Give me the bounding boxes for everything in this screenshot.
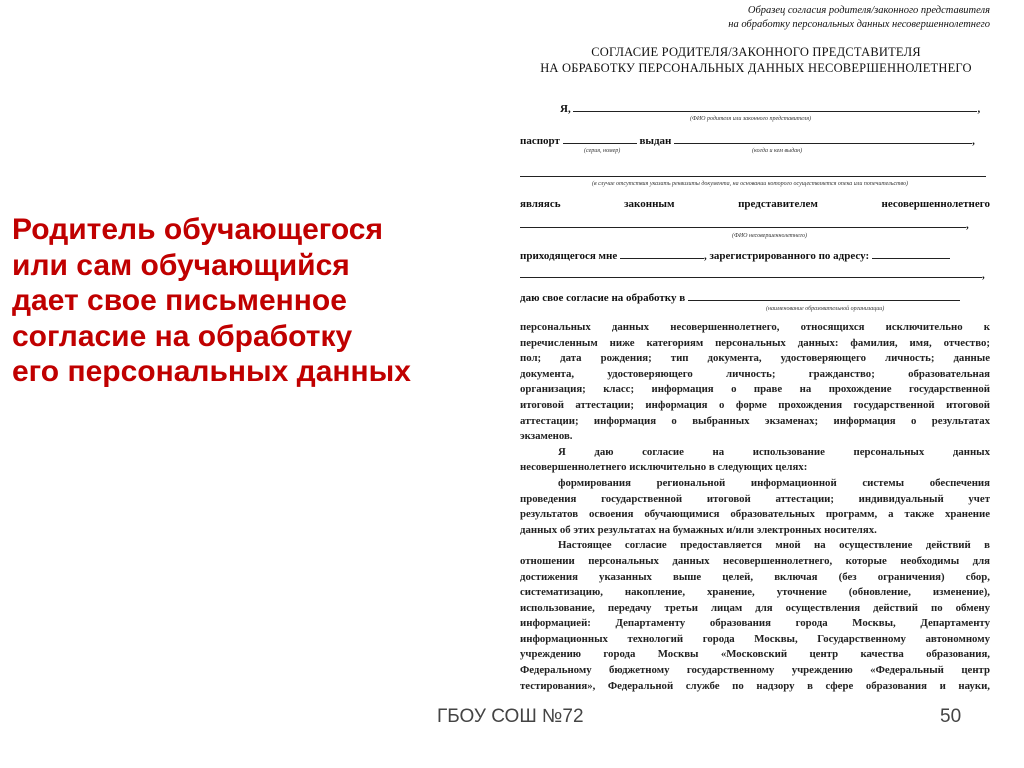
series-hint: (серия, номер) <box>584 148 621 154</box>
consent-form-document <box>520 0 992 768</box>
lead-line: дает свое письменное <box>12 284 347 317</box>
issued-hint: (когда и кем выдан) <box>752 148 803 154</box>
guardianship-doc-field <box>520 176 986 177</box>
parent-name-hint: (ФИО родителя или законного представителя) <box>690 116 811 122</box>
paragraph-purposes: формирования региональной информационной системы обеспечения проведения государственной итоговой аттестации; индивидуальный учет результатов освоения обучающимися образовательных программ, а также хранение данных об этих результатах на бумажных и/или электронных носителях. <box>520 476 990 536</box>
issued-label: выдан <box>639 135 672 147</box>
passport-number-field <box>563 132 637 144</box>
minor-name-field <box>520 216 966 228</box>
address-field-1 <box>872 247 950 259</box>
paragraph-categories: персональных данных несовершеннолетнего, относящихся исключительно к перечисленным ниже категориям персональных данных: фамилия, имя, отчество; пол; дата рождения; тип документа, удостоверяющего личность; данные документа, удостоверяющего личность; гражданство; образовательная организация; класс; информация о праве на прохождение государственной итоговой аттестации; информация о форме прохождения государственной итоговой аттестации; информация о выбранных экзаменах; информация о результатах экзаменов. <box>520 321 990 443</box>
minor-name-hint: (ФИО несовершеннолетнего) <box>732 233 807 239</box>
consent-label: даю свое согласие на обработку в <box>520 292 686 304</box>
registered-label: , зарегистрированного по адресу: <box>704 250 870 262</box>
being-representative-row: являясь законным представителем несовершеннолетнего <box>520 198 990 210</box>
lead-line: или сам обучающийся <box>12 248 350 282</box>
relation-label: приходящегося мне <box>520 250 618 262</box>
passport-row: паспорт выдан , <box>520 132 992 148</box>
sample-note: Образец согласия родителя/законного представителя на обработку персональных данных несовершеннолетнего <box>728 5 990 30</box>
lead-line: согласие на обработку <box>12 319 353 353</box>
address-row-2: , <box>520 266 992 282</box>
address-field-2 <box>520 266 982 278</box>
lead-line: Родитель обучающегося <box>12 213 383 246</box>
relation-field <box>620 247 704 259</box>
i-label: Я, <box>560 103 571 115</box>
passport-label: паспорт <box>520 135 560 147</box>
consent-org-row <box>520 289 992 305</box>
paragraph-purpose-intro: Я даю согласие на использование персональных данных несовершеннолетнего исключительно в следующих целях: <box>520 445 990 474</box>
guardianship-doc-hint: (в случае отсутствия указать реквизиты документа, на основании которого осуществляется опека или попечительство) <box>592 181 909 187</box>
organization-hint: (наименование образовательной организации) <box>766 306 885 312</box>
organization-field <box>688 289 960 301</box>
lead-statement <box>12 212 468 390</box>
paragraph-actions: Настоящее согласие предоставляется мной на осуществление действий в отношении персональных данных несовершеннолетнего, которые необходимы для достижения указанных выше целей, включая (без ограничения) сбор, систематизацию, накопление, хранение, уточнение (обновление, изменение), использование, передачу третьи лицам для осуществления действий по обмену информацией: Департаменту образования города Москвы, Департаменту информационных технологий города Москвы, Государственному автономному учреждению города Москвы «Московский центр качества образования, Федеральному бюджетному государственному учреждению «Федеральный центр тестирования», Федеральной службе по надзору в сфере образования и науки, <box>520 539 990 692</box>
slide-number: 50 <box>940 706 962 727</box>
body-text <box>520 320 990 694</box>
parent-name-field <box>573 100 977 112</box>
relation-address-row <box>520 247 992 263</box>
lead-line: его персональных данных <box>12 355 411 388</box>
parent-name-row: Я, , <box>520 100 992 116</box>
document-title: СОГЛАСИЕ РОДИТЕЛЯ/ЗАКОННОГО ПРЕДСТАВИТЕЛЯ НА ОБРАБОТКУ ПЕРСОНАЛЬНЫХ ДАННЫХ НЕСОВЕРШЕННОЛЕТНЕГО <box>540 45 972 75</box>
footer-school-name: ГБОУ СОШ №72 <box>437 706 584 727</box>
minor-name-row: , <box>520 216 992 232</box>
passport-issued-field <box>674 132 972 144</box>
